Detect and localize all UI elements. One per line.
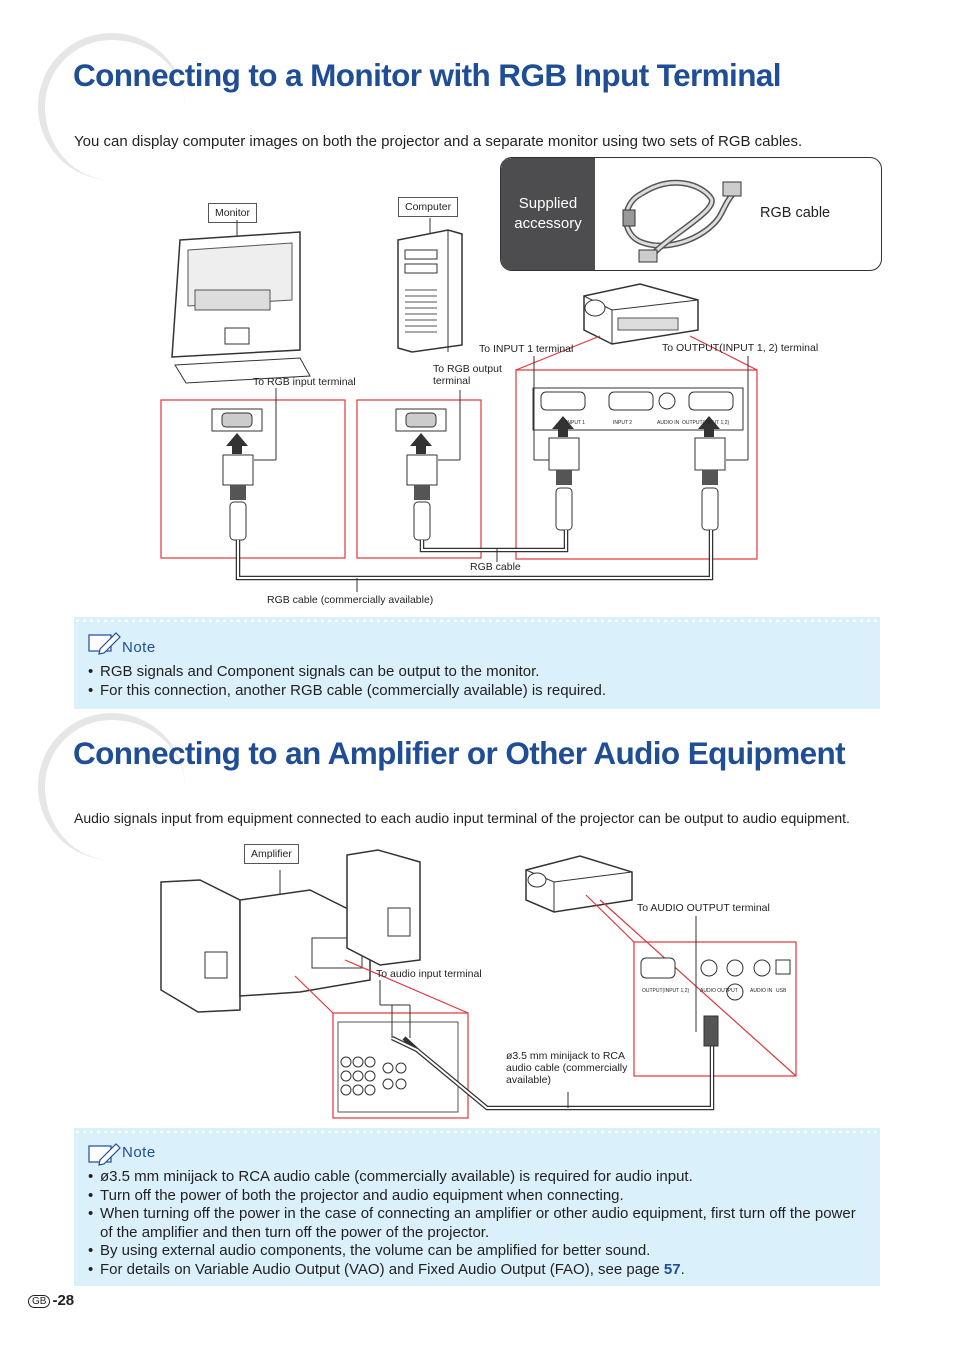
computer-connector bbox=[396, 409, 446, 540]
monitor-label: Monitor bbox=[208, 203, 257, 223]
page-number: -28 bbox=[52, 1292, 75, 1309]
section1-intro: You can display computer images on both the projector and a separate monitor using two sets of RGB cables. bbox=[74, 133, 803, 150]
note2-item: • When turning off the power in the case of connecting an amplifier or other audio equipment, first turn off the power of the amplifier and then turn off the power of the projector. bbox=[88, 1205, 872, 1242]
section1-title: Connecting to a Monitor with RGB Input Terminal bbox=[73, 57, 781, 93]
note2-last-end: . bbox=[680, 1260, 685, 1278]
output-connector bbox=[695, 416, 725, 530]
minijack-cable-label: ø3.5 mm minijack to RCA audio cable (commercially available) bbox=[506, 1050, 628, 1086]
panel2-output-label: OUTPUT(INPUT 1,2) bbox=[642, 988, 690, 994]
note1-list bbox=[88, 663, 872, 700]
note2-dots bbox=[74, 1130, 880, 1133]
to-output-label: To OUTPUT(INPUT 1, 2) terminal bbox=[662, 342, 819, 354]
note1-item: • RGB signals and Component signals can be output to the monitor. bbox=[88, 663, 872, 682]
panel2-audio-in-label: AUDIO IN bbox=[750, 988, 773, 994]
diagram2-drawing bbox=[0, 840, 954, 1120]
pencil-icon bbox=[86, 629, 122, 657]
supplied-accessory-text: Supplied accessory bbox=[514, 195, 582, 232]
to-rgb-output-label: To RGB output terminal bbox=[433, 363, 502, 387]
note1-dots bbox=[74, 619, 880, 622]
note1-item: • For this connection, another RGB cable (commercially available) is required. bbox=[88, 682, 872, 701]
note2-title: Note bbox=[122, 1144, 156, 1161]
diagram1-drawing bbox=[0, 0, 954, 620]
note2-item: • Turn off the power of both the projector and audio equipment when connecting. bbox=[88, 1187, 872, 1206]
panel-input1-label: INPUT 1 bbox=[566, 420, 586, 426]
monitor-illustration bbox=[172, 220, 310, 383]
rgb-cable-label: RGB cable bbox=[470, 561, 521, 573]
to-rgb-input-label: To RGB input terminal bbox=[253, 376, 356, 388]
panel2-usb-label: USB bbox=[776, 988, 787, 994]
panel2-audio-out-label: AUDIO OUTPUT bbox=[700, 988, 738, 994]
section2-title: Connecting to an Amplifier or Other Audio Equipment bbox=[73, 735, 846, 771]
section2-intro: Audio signals input from equipment connected to each audio input terminal of the projector can be output to audio equipment. bbox=[74, 810, 850, 826]
to-audio-output-label: To AUDIO OUTPUT terminal bbox=[637, 902, 770, 914]
supplied-accessory-item: RGB cable bbox=[760, 205, 831, 221]
to-input1-label: To INPUT 1 terminal bbox=[479, 343, 574, 355]
to-audio-input-label: To audio input terminal bbox=[376, 968, 482, 980]
computer-illustration bbox=[398, 218, 462, 352]
note2-item-last bbox=[88, 1261, 872, 1280]
input1-connector bbox=[549, 416, 579, 530]
amplifier-label: Amplifier bbox=[244, 844, 299, 864]
panel-input2-label: INPUT 2 bbox=[613, 420, 633, 426]
note2-list bbox=[88, 1168, 872, 1279]
rgb-cable-commercial-label: RGB cable (commercially available) bbox=[267, 594, 434, 606]
monitor-connector bbox=[212, 409, 262, 540]
note1-title: Note bbox=[122, 639, 156, 656]
projector-illustration bbox=[584, 284, 698, 344]
computer-label: Computer bbox=[398, 197, 458, 217]
note2-box bbox=[74, 1128, 880, 1286]
note2-item: • By using external audio components, the volume can be amplified for better sound. bbox=[88, 1242, 872, 1261]
pencil-icon bbox=[86, 1140, 122, 1168]
projector2-illustration bbox=[526, 856, 632, 912]
panel-audio-in-label: AUDIO IN bbox=[657, 420, 680, 426]
amplifier-illustration bbox=[161, 850, 420, 1012]
region-badge: GB bbox=[28, 1295, 50, 1308]
page-57-link[interactable]: 57 bbox=[663, 1260, 681, 1278]
panel-output-label: OUTPUT(INPUT 1,2) bbox=[682, 420, 730, 426]
note2-item: • ø3.5 mm minijack to RCA audio cable (commercially available) is required for audio input. bbox=[88, 1168, 872, 1187]
note2-last-text: For details on Variable Audio Output (VAO) and Fixed Audio Output (FAO), see page bbox=[100, 1260, 664, 1278]
page-footer bbox=[28, 1292, 74, 1309]
note1-box bbox=[74, 617, 880, 709]
